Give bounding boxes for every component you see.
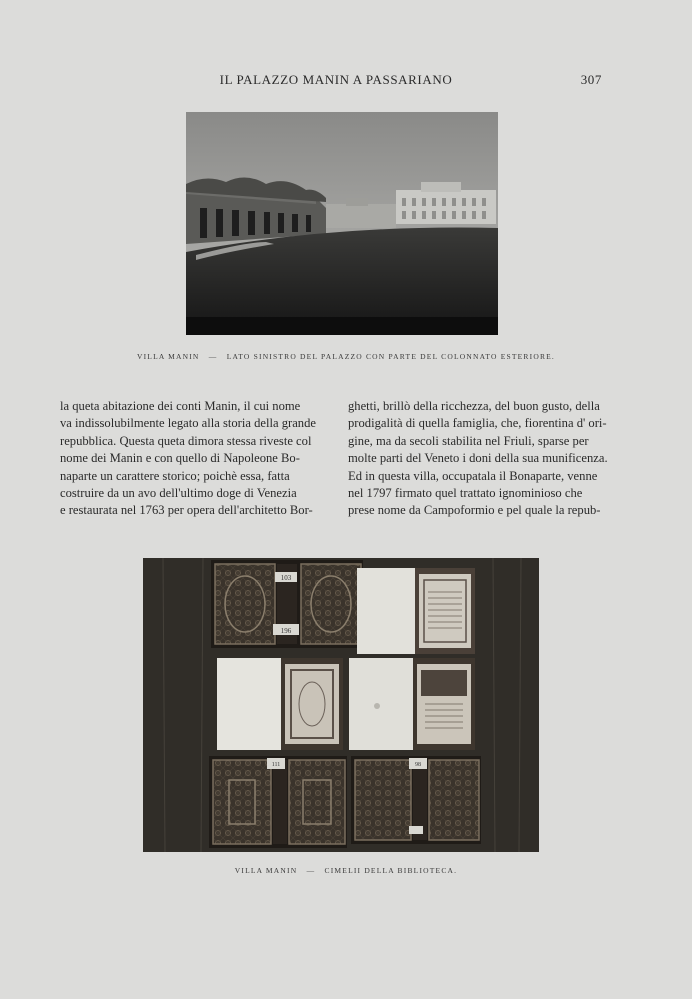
figure1-caption-left: VILLA MANIN bbox=[136, 352, 200, 361]
text-column-left: la queta abitazione dei conti Manin, il cui nome va indissolubilmente legato alla storia della grande repubblica. Questa queta dimora stessa riveste col nome dei Manin e con quello di Napoleone Bo- naparte un carattere storico; poichè essa, fatta costruire da un avo dell'ultimo doge di Venezia e restaurata nel 1763 per opera dell'architetto Bor- bbox=[60, 399, 316, 518]
book-label-3: 111 bbox=[271, 762, 281, 768]
running-title: IL PALAZZO MANIN A PASSARIANO bbox=[219, 72, 453, 87]
text-column-right: ghetti, brillò della ricchezza, del buon gusto, della prodigalità di quella famiglia, che, fiorentina d' ori- gine, ma da secoli stabilita nel Friuli, sparse per molte parti del Veneto i doni della sua munificenza. Ed in questa villa, occupatala il Bonaparte, venne nel 1797 firmato quel trattato ignominioso che prese nome da Campoformio e pel quale la repub- bbox=[348, 399, 608, 518]
library-books-photo bbox=[143, 558, 539, 852]
figure2-caption-left: VILLA MANIN bbox=[234, 866, 298, 875]
villa-manin-photo-drawing bbox=[186, 112, 498, 335]
book-label-1: 103 bbox=[280, 574, 292, 582]
book-label-4: 98 bbox=[415, 762, 421, 768]
body-text bbox=[60, 398, 616, 516]
figure1-caption bbox=[0, 352, 692, 361]
running-head bbox=[0, 72, 692, 90]
book-row-3 bbox=[209, 756, 481, 848]
page-number: 307 bbox=[580, 72, 602, 87]
figure1-caption-separator: — bbox=[208, 352, 218, 361]
book-row-1 bbox=[211, 560, 475, 654]
villa-manin-photo bbox=[186, 112, 498, 335]
library-books-photo-drawing bbox=[143, 558, 539, 852]
book-label-2: 196 bbox=[280, 627, 292, 635]
figure2-caption-right: CIMELII DELLA BIBLIOTECA. bbox=[324, 866, 458, 875]
figure1-caption-right: LATO SINISTRO DEL PALAZZO CON PARTE DEL COLONNATO ESTERIORE. bbox=[226, 352, 556, 361]
figure2-caption-separator: — bbox=[306, 866, 316, 875]
figure2-caption bbox=[0, 866, 692, 875]
